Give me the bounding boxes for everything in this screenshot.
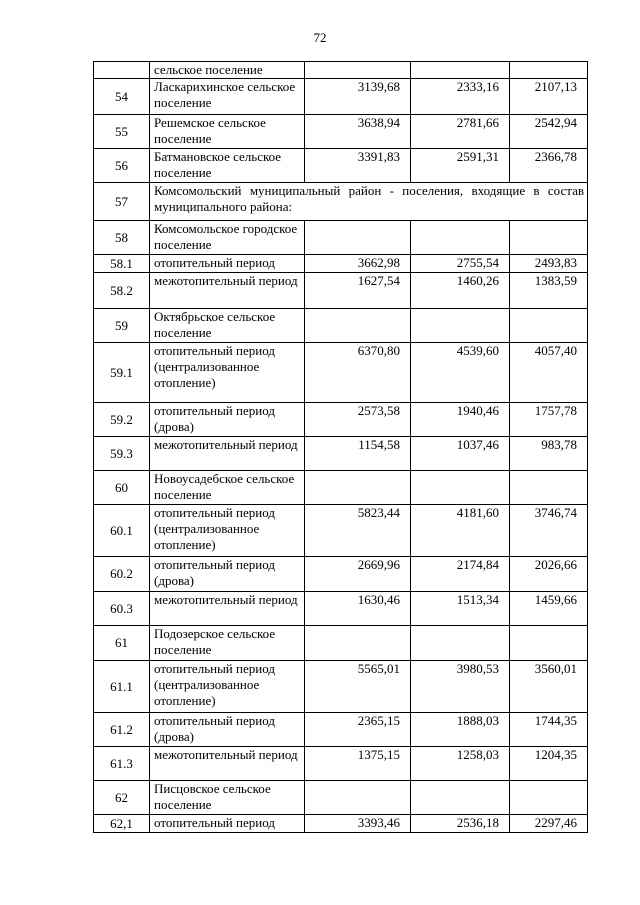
value-cell-2: 1888,03 [411,713,510,747]
value-cell-1: 3638,94 [305,115,411,149]
table-row [94,183,588,221]
settlement-name-cell: межотопительный период [150,592,305,626]
value-cell-3: 1383,59 [510,273,588,309]
settlement-name-cell: Подозерское сельское поселение [150,626,305,661]
value-cell-3: 2107,13 [510,79,588,115]
row-number-cell: 60.2 [94,557,150,592]
value-cell-2: 4539,60 [411,343,510,403]
settlement-name-cell: отопительный период [150,255,305,273]
value-cell-2: 2174,84 [411,557,510,592]
value-cell-3: 1744,35 [510,713,588,747]
table-row [94,557,588,592]
value-cell-2 [411,62,510,79]
value-cell-2: 1940,46 [411,403,510,437]
settlement-name-cell: Новоусадебское сельское поселение [150,471,305,505]
row-number-cell: 61 [94,626,150,661]
value-cell-3 [510,309,588,343]
table-row [94,115,588,149]
value-cell-1: 5823,44 [305,505,411,557]
table-row [94,471,588,505]
table-row [94,255,588,273]
row-number-cell: 60.1 [94,505,150,557]
row-number-cell: 58 [94,221,150,255]
table-row [94,149,588,183]
table-row [94,221,588,255]
value-cell-3: 1757,78 [510,403,588,437]
row-number-cell: 62 [94,781,150,815]
page-number: 72 [313,30,327,45]
settlement-name-cell: Октябрьское сельское поселение [150,309,305,343]
value-cell-2 [411,626,510,661]
tariff-table [93,61,588,833]
row-number-cell: 61.1 [94,661,150,713]
value-cell-2: 1258,03 [411,747,510,781]
value-cell-1 [305,781,411,815]
value-cell-1: 1375,15 [305,747,411,781]
settlement-name-cell: Батмановское сельское поселение [150,149,305,183]
value-cell-3: 2542,94 [510,115,588,149]
value-cell-1: 6370,80 [305,343,411,403]
table-row [94,592,588,626]
table-row [94,309,588,343]
settlement-name-cell: отопительный период (дрова) [150,713,305,747]
settlement-name-cell: межотопительный период [150,273,305,309]
settlement-name-cell: отопительный период (централизованное отопление) [150,343,305,403]
table-row [94,815,588,833]
value-cell-1: 3139,68 [305,79,411,115]
value-cell-2: 3980,53 [411,661,510,713]
value-cell-3 [510,221,588,255]
settlement-name-cell: Решемское сельское поселение [150,115,305,149]
value-cell-3 [510,626,588,661]
value-cell-2: 2755,54 [411,255,510,273]
value-cell-1: 3662,98 [305,255,411,273]
settlement-name-cell: межотопительный период [150,437,305,471]
value-cell-1: 2573,58 [305,403,411,437]
value-cell-2: 2536,18 [411,815,510,833]
table-row [94,273,588,309]
table-row [94,437,588,471]
value-cell-1: 3391,83 [305,149,411,183]
table-row [94,626,588,661]
settlement-name-cell: отопительный период (централизованное отопление) [150,505,305,557]
table-row [94,62,588,79]
value-cell-2: 2781,66 [411,115,510,149]
value-cell-1 [305,221,411,255]
table-body [94,62,588,833]
value-cell-3: 2493,83 [510,255,588,273]
value-cell-1: 1627,54 [305,273,411,309]
row-number-cell: 54 [94,79,150,115]
row-number-cell: 55 [94,115,150,149]
row-number-cell: 61.2 [94,713,150,747]
row-number-cell: 59 [94,309,150,343]
value-cell-1: 1154,58 [305,437,411,471]
settlement-name-cell: межотопительный период [150,747,305,781]
settlement-name-cell: отопительный период (централизованное отопление) [150,661,305,713]
value-cell-1: 3393,46 [305,815,411,833]
value-cell-2: 1460,26 [411,273,510,309]
row-number-cell [94,62,150,79]
settlement-name-cell: отопительный период [150,815,305,833]
table-row [94,747,588,781]
value-cell-3: 1204,35 [510,747,588,781]
row-number-cell: 61.3 [94,747,150,781]
settlement-name-cell: отопительный период (дрова) [150,403,305,437]
value-cell-2: 1513,34 [411,592,510,626]
table-row [94,505,588,557]
settlement-name-cell: отопительный период (дрова) [150,557,305,592]
row-number-cell: 62,1 [94,815,150,833]
row-number-cell: 60.3 [94,592,150,626]
value-cell-3: 3560,01 [510,661,588,713]
value-cell-3: 2297,46 [510,815,588,833]
row-number-cell: 60 [94,471,150,505]
settlement-name-cell: Ласкарихинское сельское поселение [150,79,305,115]
value-cell-3: 3746,74 [510,505,588,557]
section-heading-cell: Комсомольский муниципальный район - поселения, входящие в состав муниципального района: [150,183,588,221]
value-cell-1 [305,309,411,343]
value-cell-3: 4057,40 [510,343,588,403]
settlement-name-cell: сельское поселение [150,62,305,79]
value-cell-1: 2365,15 [305,713,411,747]
table-row [94,79,588,115]
value-cell-2: 2591,31 [411,149,510,183]
row-number-cell: 59.1 [94,343,150,403]
value-cell-3: 983,78 [510,437,588,471]
value-cell-1: 5565,01 [305,661,411,713]
row-number-cell: 57 [94,183,150,221]
table-row [94,403,588,437]
value-cell-3: 1459,66 [510,592,588,626]
value-cell-3: 2026,66 [510,557,588,592]
table-row [94,343,588,403]
value-cell-2 [411,309,510,343]
value-cell-2 [411,471,510,505]
row-number-cell: 58.1 [94,255,150,273]
value-cell-3: 2366,78 [510,149,588,183]
row-number-cell: 59.2 [94,403,150,437]
value-cell-1 [305,62,411,79]
value-cell-3 [510,781,588,815]
value-cell-3 [510,62,588,79]
table-row [94,661,588,713]
row-number-cell: 58.2 [94,273,150,309]
value-cell-3 [510,471,588,505]
row-number-cell: 56 [94,149,150,183]
value-cell-1: 1630,46 [305,592,411,626]
value-cell-1 [305,626,411,661]
value-cell-2: 1037,46 [411,437,510,471]
table-row [94,781,588,815]
row-number-cell: 59.3 [94,437,150,471]
value-cell-1 [305,471,411,505]
settlement-name-cell: Писцовское сельское поселение [150,781,305,815]
settlement-name-cell: Комсомольское городское поселение [150,221,305,255]
value-cell-2 [411,781,510,815]
value-cell-2 [411,221,510,255]
table-row [94,713,588,747]
value-cell-2: 4181,60 [411,505,510,557]
value-cell-2: 2333,16 [411,79,510,115]
value-cell-1: 2669,96 [305,557,411,592]
